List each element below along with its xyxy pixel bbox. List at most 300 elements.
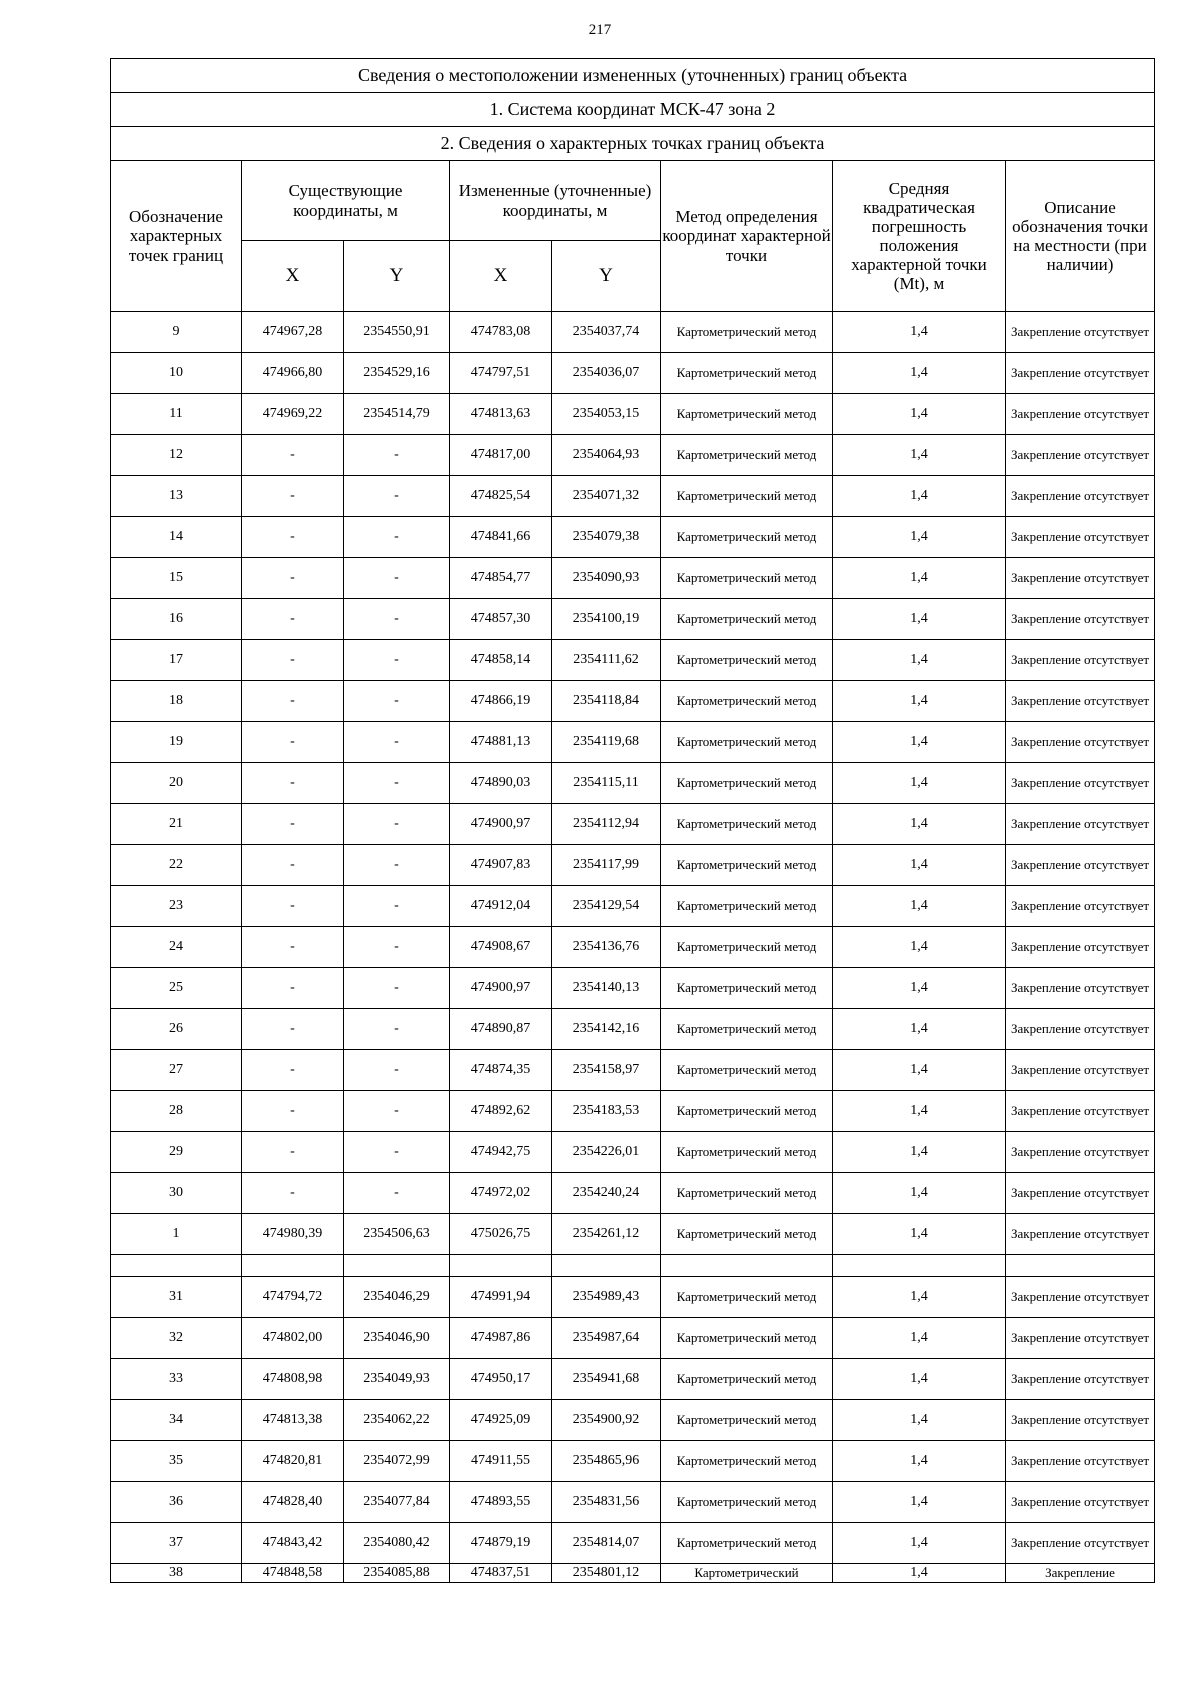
cell-changed-y: 2354090,93 xyxy=(552,558,661,599)
cell-error: 1,4 xyxy=(833,312,1006,353)
cell-error: 1,4 xyxy=(833,886,1006,927)
cell-existing-y: - xyxy=(344,1132,450,1173)
cell-method: Картометрический метод xyxy=(661,1523,833,1564)
cell-method: Картометрический метод xyxy=(661,1214,833,1255)
cell-existing-x: - xyxy=(242,722,344,763)
cell-method: Картометрический метод xyxy=(661,1009,833,1050)
cell-point: 38 xyxy=(111,1564,242,1583)
cell-changed-y: 2354036,07 xyxy=(552,353,661,394)
cell-existing-x: - xyxy=(242,1009,344,1050)
cell-point: 22 xyxy=(111,845,242,886)
cell-error: 1,4 xyxy=(833,722,1006,763)
cell-changed-x: 474879,19 xyxy=(450,1523,552,1564)
cell-changed-y: 2354129,54 xyxy=(552,886,661,927)
cell-point: 24 xyxy=(111,927,242,968)
table-row xyxy=(111,1318,1155,1359)
cell-existing-y: - xyxy=(344,1050,450,1091)
cell-point: 35 xyxy=(111,1441,242,1482)
cell-existing-x: 474848,58 xyxy=(242,1564,344,1583)
cell-method: Картометрический метод xyxy=(661,1441,833,1482)
cell-description: Закрепление отсутствует xyxy=(1006,1173,1155,1214)
cell-existing-y: 2354506,63 xyxy=(344,1214,450,1255)
cell-description: Закрепление отсутствует xyxy=(1006,1277,1155,1318)
cell-error: 1,4 xyxy=(833,1132,1006,1173)
cell-point: 18 xyxy=(111,681,242,722)
cell-changed-y: 2354136,76 xyxy=(552,927,661,968)
cell-method: Картометрический метод xyxy=(661,1482,833,1523)
cell-existing-x: - xyxy=(242,763,344,804)
cell-changed-y: 2354100,19 xyxy=(552,599,661,640)
cell-description: Закрепление отсутствует xyxy=(1006,1359,1155,1400)
cell-error: 1,4 xyxy=(833,968,1006,1009)
cell-changed-y: 2354900,92 xyxy=(552,1400,661,1441)
cell-description: Закрепление отсутствует xyxy=(1006,435,1155,476)
cell-description: Закрепление отсутствует xyxy=(1006,1400,1155,1441)
cell-description: Закрепление отсутствует xyxy=(1006,517,1155,558)
cell-existing-x: - xyxy=(242,681,344,722)
cell-description: Закрепление отсутствует xyxy=(1006,1214,1155,1255)
cell-method: Картометрический метод xyxy=(661,1359,833,1400)
cell-error: 1,4 xyxy=(833,476,1006,517)
cell-existing-y: - xyxy=(344,681,450,722)
cell-method: Картометрический метод xyxy=(661,558,833,599)
table-row xyxy=(111,1091,1155,1132)
cell-changed-x: 474890,87 xyxy=(450,1009,552,1050)
cell-description: Закрепление отсутствует xyxy=(1006,886,1155,927)
header-method: Метод определения координат характерной точки xyxy=(661,161,833,312)
cell-description: Закрепление отсутствует xyxy=(1006,312,1155,353)
section-caption: 2. Сведения о характерных точках границ объекта xyxy=(111,127,1155,161)
cell-existing-x: 474828,40 xyxy=(242,1482,344,1523)
table-row xyxy=(111,1050,1155,1091)
table-row-separator xyxy=(111,1255,1155,1277)
table-row xyxy=(111,1277,1155,1318)
cell-point: 26 xyxy=(111,1009,242,1050)
cell-changed-x: 474900,97 xyxy=(450,968,552,1009)
cell-point: 15 xyxy=(111,558,242,599)
cell-description: Закрепление отсутствует xyxy=(1006,1523,1155,1564)
cell-description: Закрепление отсутствует xyxy=(1006,1482,1155,1523)
cell-changed-y: 2354142,16 xyxy=(552,1009,661,1050)
cell-error: 1,4 xyxy=(833,435,1006,476)
empty-cell xyxy=(1006,1255,1155,1277)
cell-changed-x: 474854,77 xyxy=(450,558,552,599)
cell-changed-y: 2354119,68 xyxy=(552,722,661,763)
cell-method: Картометрический метод xyxy=(661,681,833,722)
cell-method: Картометрический метод xyxy=(661,1091,833,1132)
cell-changed-y: 2354140,13 xyxy=(552,968,661,1009)
cell-point: 10 xyxy=(111,353,242,394)
cell-changed-y: 2354831,56 xyxy=(552,1482,661,1523)
empty-cell xyxy=(661,1255,833,1277)
cell-changed-y: 2354226,01 xyxy=(552,1132,661,1173)
cell-description: Закрепление отсутствует xyxy=(1006,763,1155,804)
cell-method: Картометрический метод xyxy=(661,927,833,968)
cell-point: 36 xyxy=(111,1482,242,1523)
table-row xyxy=(111,558,1155,599)
cell-error: 1,4 xyxy=(833,1564,1006,1583)
cell-error: 1,4 xyxy=(833,1400,1006,1441)
cell-changed-x: 474837,51 xyxy=(450,1564,552,1583)
cell-existing-y: 2354529,16 xyxy=(344,353,450,394)
cell-existing-x: 474808,98 xyxy=(242,1359,344,1400)
table-row xyxy=(111,312,1155,353)
table-row xyxy=(111,1173,1155,1214)
cell-error: 1,4 xyxy=(833,558,1006,599)
table-row xyxy=(111,804,1155,845)
table-row xyxy=(111,435,1155,476)
cell-existing-x: - xyxy=(242,1050,344,1091)
cell-point: 37 xyxy=(111,1523,242,1564)
cell-existing-x: 474969,22 xyxy=(242,394,344,435)
cell-description: Закрепление отсутствует xyxy=(1006,968,1155,1009)
empty-cell xyxy=(833,1255,1006,1277)
cell-existing-x: - xyxy=(242,804,344,845)
cell-error: 1,4 xyxy=(833,927,1006,968)
cell-description: Закрепление отсутствует xyxy=(1006,681,1155,722)
cell-existing-y: - xyxy=(344,640,450,681)
table-row xyxy=(111,353,1155,394)
cell-error: 1,4 xyxy=(833,640,1006,681)
table-row xyxy=(111,1482,1155,1523)
cell-changed-x: 474866,19 xyxy=(450,681,552,722)
table-row xyxy=(111,968,1155,1009)
cell-description: Закрепление отсутствует xyxy=(1006,353,1155,394)
cell-error: 1,4 xyxy=(833,1173,1006,1214)
table-row xyxy=(111,1441,1155,1482)
cell-existing-x: 474802,00 xyxy=(242,1318,344,1359)
cell-changed-x: 474950,17 xyxy=(450,1359,552,1400)
cell-changed-x: 474881,13 xyxy=(450,722,552,763)
table-row xyxy=(111,845,1155,886)
cell-description: Закрепление отсутствует xyxy=(1006,1132,1155,1173)
cell-error: 1,4 xyxy=(833,1091,1006,1132)
cell-error: 1,4 xyxy=(833,804,1006,845)
cell-point: 1 xyxy=(111,1214,242,1255)
cell-existing-x: 474843,42 xyxy=(242,1523,344,1564)
cell-error: 1,4 xyxy=(833,1523,1006,1564)
cell-method: Картометрический метод xyxy=(661,394,833,435)
cell-method: Картометрический метод xyxy=(661,968,833,1009)
table-row xyxy=(111,476,1155,517)
header-changed-coordinates: Измененные (уточненные) координаты, м xyxy=(450,161,661,241)
cell-point: 19 xyxy=(111,722,242,763)
cell-existing-y: 2354046,29 xyxy=(344,1277,450,1318)
cell-existing-x: - xyxy=(242,1173,344,1214)
cell-existing-x: 474794,72 xyxy=(242,1277,344,1318)
cell-method: Картометрический метод xyxy=(661,886,833,927)
cell-existing-x: - xyxy=(242,599,344,640)
cell-description: Закрепление отсутствует xyxy=(1006,476,1155,517)
cell-method: Картометрический метод xyxy=(661,1173,833,1214)
cell-changed-x: 474841,66 xyxy=(450,517,552,558)
cell-existing-y: - xyxy=(344,558,450,599)
cell-changed-y: 2354941,68 xyxy=(552,1359,661,1400)
table-row xyxy=(111,640,1155,681)
cell-point: 30 xyxy=(111,1173,242,1214)
cell-point: 21 xyxy=(111,804,242,845)
cell-changed-y: 2354115,11 xyxy=(552,763,661,804)
cell-error: 1,4 xyxy=(833,353,1006,394)
cell-method: Картометрический xyxy=(661,1564,833,1583)
cell-method: Картометрический метод xyxy=(661,476,833,517)
cell-error: 1,4 xyxy=(833,1318,1006,1359)
header-existing-y: Y xyxy=(344,241,450,312)
header-mean-square-error: Средняя квадратическая погрешность положения характерной точки (Mt), м xyxy=(833,161,1006,312)
cell-existing-x: 474980,39 xyxy=(242,1214,344,1255)
cell-existing-y: 2354550,91 xyxy=(344,312,450,353)
cell-method: Картометрический метод xyxy=(661,312,833,353)
cell-changed-y: 2354064,93 xyxy=(552,435,661,476)
cell-existing-y: 2354514,79 xyxy=(344,394,450,435)
table-row xyxy=(111,1359,1155,1400)
table-row xyxy=(111,1132,1155,1173)
cell-error: 1,4 xyxy=(833,763,1006,804)
cell-existing-y: - xyxy=(344,886,450,927)
table-row xyxy=(111,886,1155,927)
cell-existing-y: - xyxy=(344,927,450,968)
cell-existing-x: - xyxy=(242,640,344,681)
cell-description: Закрепление отсутствует xyxy=(1006,1441,1155,1482)
cell-description: Закрепление отсутствует xyxy=(1006,394,1155,435)
cell-changed-y: 2354865,96 xyxy=(552,1441,661,1482)
cell-existing-x: - xyxy=(242,517,344,558)
cell-changed-x: 474908,67 xyxy=(450,927,552,968)
cell-point: 14 xyxy=(111,517,242,558)
table-row xyxy=(111,1214,1155,1255)
cell-changed-x: 474813,63 xyxy=(450,394,552,435)
cell-error: 1,4 xyxy=(833,1359,1006,1400)
cell-changed-x: 474925,09 xyxy=(450,1400,552,1441)
cell-point: 32 xyxy=(111,1318,242,1359)
cell-changed-x: 474890,03 xyxy=(450,763,552,804)
cell-changed-y: 2354158,97 xyxy=(552,1050,661,1091)
cell-changed-x: 474900,97 xyxy=(450,804,552,845)
cell-existing-x: 474820,81 xyxy=(242,1441,344,1482)
cell-existing-y: - xyxy=(344,1091,450,1132)
cell-existing-x: 474813,38 xyxy=(242,1400,344,1441)
cell-changed-y: 2354112,94 xyxy=(552,804,661,845)
cell-changed-x: 474942,75 xyxy=(450,1132,552,1173)
table-row xyxy=(111,763,1155,804)
cell-existing-y: - xyxy=(344,722,450,763)
table-row xyxy=(111,599,1155,640)
table-row xyxy=(111,681,1155,722)
cell-method: Картометрический метод xyxy=(661,599,833,640)
empty-cell xyxy=(242,1255,344,1277)
header-existing-x: X xyxy=(242,241,344,312)
cell-existing-y: - xyxy=(344,1173,450,1214)
cell-changed-y: 2354117,99 xyxy=(552,845,661,886)
cell-existing-y: 2354062,22 xyxy=(344,1400,450,1441)
cell-method: Картометрический метод xyxy=(661,435,833,476)
header-point-designation: Обозначение характерных точек границ xyxy=(111,161,242,312)
header-changed-y: Y xyxy=(552,241,661,312)
cell-error: 1,4 xyxy=(833,1441,1006,1482)
header-changed-x: X xyxy=(450,241,552,312)
cell-point: 13 xyxy=(111,476,242,517)
table-row xyxy=(111,394,1155,435)
cell-existing-y: - xyxy=(344,1009,450,1050)
cell-existing-y: 2354072,99 xyxy=(344,1441,450,1482)
cell-description: Закрепление отсутствует xyxy=(1006,1318,1155,1359)
cell-method: Картометрический метод xyxy=(661,1400,833,1441)
cell-existing-y: - xyxy=(344,435,450,476)
empty-cell xyxy=(344,1255,450,1277)
cell-error: 1,4 xyxy=(833,845,1006,886)
cell-changed-x: 475026,75 xyxy=(450,1214,552,1255)
cell-method: Картометрический метод xyxy=(661,722,833,763)
cell-existing-y: - xyxy=(344,599,450,640)
cell-description: Закрепление отсутствует xyxy=(1006,804,1155,845)
cell-existing-y: - xyxy=(344,968,450,1009)
cell-existing-y: 2354046,90 xyxy=(344,1318,450,1359)
cell-changed-x: 474972,02 xyxy=(450,1173,552,1214)
cell-existing-y: - xyxy=(344,804,450,845)
cell-point: 9 xyxy=(111,312,242,353)
table-title: Сведения о местоположении измененных (уточненных) границ объекта xyxy=(111,59,1155,93)
cell-changed-y: 2354118,84 xyxy=(552,681,661,722)
cell-point: 12 xyxy=(111,435,242,476)
cell-error: 1,4 xyxy=(833,1009,1006,1050)
cell-changed-y: 2354801,12 xyxy=(552,1564,661,1583)
cell-error: 1,4 xyxy=(833,599,1006,640)
cell-changed-x: 474911,55 xyxy=(450,1441,552,1482)
cell-existing-x: - xyxy=(242,927,344,968)
header-description: Описание обозначения точки на местности (при наличии) xyxy=(1006,161,1155,312)
cell-existing-x: - xyxy=(242,435,344,476)
cell-existing-y: - xyxy=(344,845,450,886)
cell-existing-y: 2354085,88 xyxy=(344,1564,450,1583)
cell-description: Закрепление отсутствует xyxy=(1006,927,1155,968)
cell-existing-y: 2354080,42 xyxy=(344,1523,450,1564)
cell-changed-y: 2354079,38 xyxy=(552,517,661,558)
cell-point: 25 xyxy=(111,968,242,1009)
cell-description: Закрепление отсутствует xyxy=(1006,599,1155,640)
cell-description: Закрепление отсутствует xyxy=(1006,640,1155,681)
cell-changed-y: 2354261,12 xyxy=(552,1214,661,1255)
cell-error: 1,4 xyxy=(833,1482,1006,1523)
cell-point: 34 xyxy=(111,1400,242,1441)
cell-existing-y: 2354049,93 xyxy=(344,1359,450,1400)
cell-point: 17 xyxy=(111,640,242,681)
cell-error: 1,4 xyxy=(833,1050,1006,1091)
cell-existing-x: - xyxy=(242,886,344,927)
cell-method: Картометрический метод xyxy=(661,845,833,886)
cell-changed-y: 2354071,32 xyxy=(552,476,661,517)
cell-changed-x: 474825,54 xyxy=(450,476,552,517)
cell-error: 1,4 xyxy=(833,1214,1006,1255)
table-body xyxy=(111,59,1155,1583)
cell-method: Картометрический метод xyxy=(661,1132,833,1173)
cell-point: 11 xyxy=(111,394,242,435)
cell-point: 28 xyxy=(111,1091,242,1132)
cell-method: Картометрический метод xyxy=(661,1277,833,1318)
cell-changed-x: 474912,04 xyxy=(450,886,552,927)
cell-error: 1,4 xyxy=(833,681,1006,722)
cell-existing-x: - xyxy=(242,1132,344,1173)
cell-method: Картометрический метод xyxy=(661,517,833,558)
cell-existing-x: - xyxy=(242,968,344,1009)
cell-description: Закрепление отсутствует xyxy=(1006,1009,1155,1050)
empty-cell xyxy=(111,1255,242,1277)
cell-changed-x: 474987,86 xyxy=(450,1318,552,1359)
table-row xyxy=(111,1564,1155,1583)
table-row xyxy=(111,1523,1155,1564)
cell-existing-y: 2354077,84 xyxy=(344,1482,450,1523)
header-existing-coordinates: Существующие координаты, м xyxy=(242,161,450,241)
cell-changed-x: 474991,94 xyxy=(450,1277,552,1318)
page-number: 217 xyxy=(588,22,612,38)
cell-method: Картометрический метод xyxy=(661,763,833,804)
cell-description: Закрепление xyxy=(1006,1564,1155,1583)
table-row xyxy=(111,722,1155,763)
cell-changed-x: 474892,62 xyxy=(450,1091,552,1132)
cell-method: Картометрический метод xyxy=(661,1318,833,1359)
cell-existing-x: - xyxy=(242,845,344,886)
cell-method: Картометрический метод xyxy=(661,640,833,681)
cell-changed-y: 2354053,15 xyxy=(552,394,661,435)
cell-existing-x: 474967,28 xyxy=(242,312,344,353)
cell-error: 1,4 xyxy=(833,394,1006,435)
coordinates-table xyxy=(110,58,1155,1583)
empty-cell xyxy=(450,1255,552,1277)
cell-point: 23 xyxy=(111,886,242,927)
cell-point: 33 xyxy=(111,1359,242,1400)
cell-point: 27 xyxy=(111,1050,242,1091)
cell-existing-y: - xyxy=(344,763,450,804)
cell-description: Закрепление отсутствует xyxy=(1006,1050,1155,1091)
cell-point: 20 xyxy=(111,763,242,804)
cell-changed-y: 2354240,24 xyxy=(552,1173,661,1214)
cell-existing-x: - xyxy=(242,1091,344,1132)
empty-cell xyxy=(552,1255,661,1277)
cell-existing-y: - xyxy=(344,476,450,517)
cell-changed-x: 474874,35 xyxy=(450,1050,552,1091)
cell-existing-x: - xyxy=(242,476,344,517)
cell-changed-x: 474817,00 xyxy=(450,435,552,476)
cell-point: 31 xyxy=(111,1277,242,1318)
cell-error: 1,4 xyxy=(833,517,1006,558)
cell-error: 1,4 xyxy=(833,1277,1006,1318)
cell-changed-x: 474797,51 xyxy=(450,353,552,394)
cell-method: Картометрический метод xyxy=(661,353,833,394)
cell-existing-x: 474966,80 xyxy=(242,353,344,394)
cell-changed-y: 2354037,74 xyxy=(552,312,661,353)
cell-description: Закрепление отсутствует xyxy=(1006,1091,1155,1132)
cell-changed-x: 474857,30 xyxy=(450,599,552,640)
cell-changed-x: 474858,14 xyxy=(450,640,552,681)
cell-changed-y: 2354814,07 xyxy=(552,1523,661,1564)
cell-existing-y: - xyxy=(344,517,450,558)
cell-method: Картометрический метод xyxy=(661,1050,833,1091)
cell-changed-y: 2354111,62 xyxy=(552,640,661,681)
cell-changed-x: 474907,83 xyxy=(450,845,552,886)
table-row xyxy=(111,517,1155,558)
cell-description: Закрепление отсутствует xyxy=(1006,558,1155,599)
cell-existing-x: - xyxy=(242,558,344,599)
cell-description: Закрепление отсутствует xyxy=(1006,722,1155,763)
cell-changed-x: 474783,08 xyxy=(450,312,552,353)
cell-changed-y: 2354183,53 xyxy=(552,1091,661,1132)
cell-point: 16 xyxy=(111,599,242,640)
cell-changed-x: 474893,55 xyxy=(450,1482,552,1523)
cell-changed-y: 2354987,64 xyxy=(552,1318,661,1359)
coordinate-system-caption: 1. Система координат МСК-47 зона 2 xyxy=(111,93,1155,127)
table-row xyxy=(111,1009,1155,1050)
cell-changed-y: 2354989,43 xyxy=(552,1277,661,1318)
table-row xyxy=(111,1400,1155,1441)
